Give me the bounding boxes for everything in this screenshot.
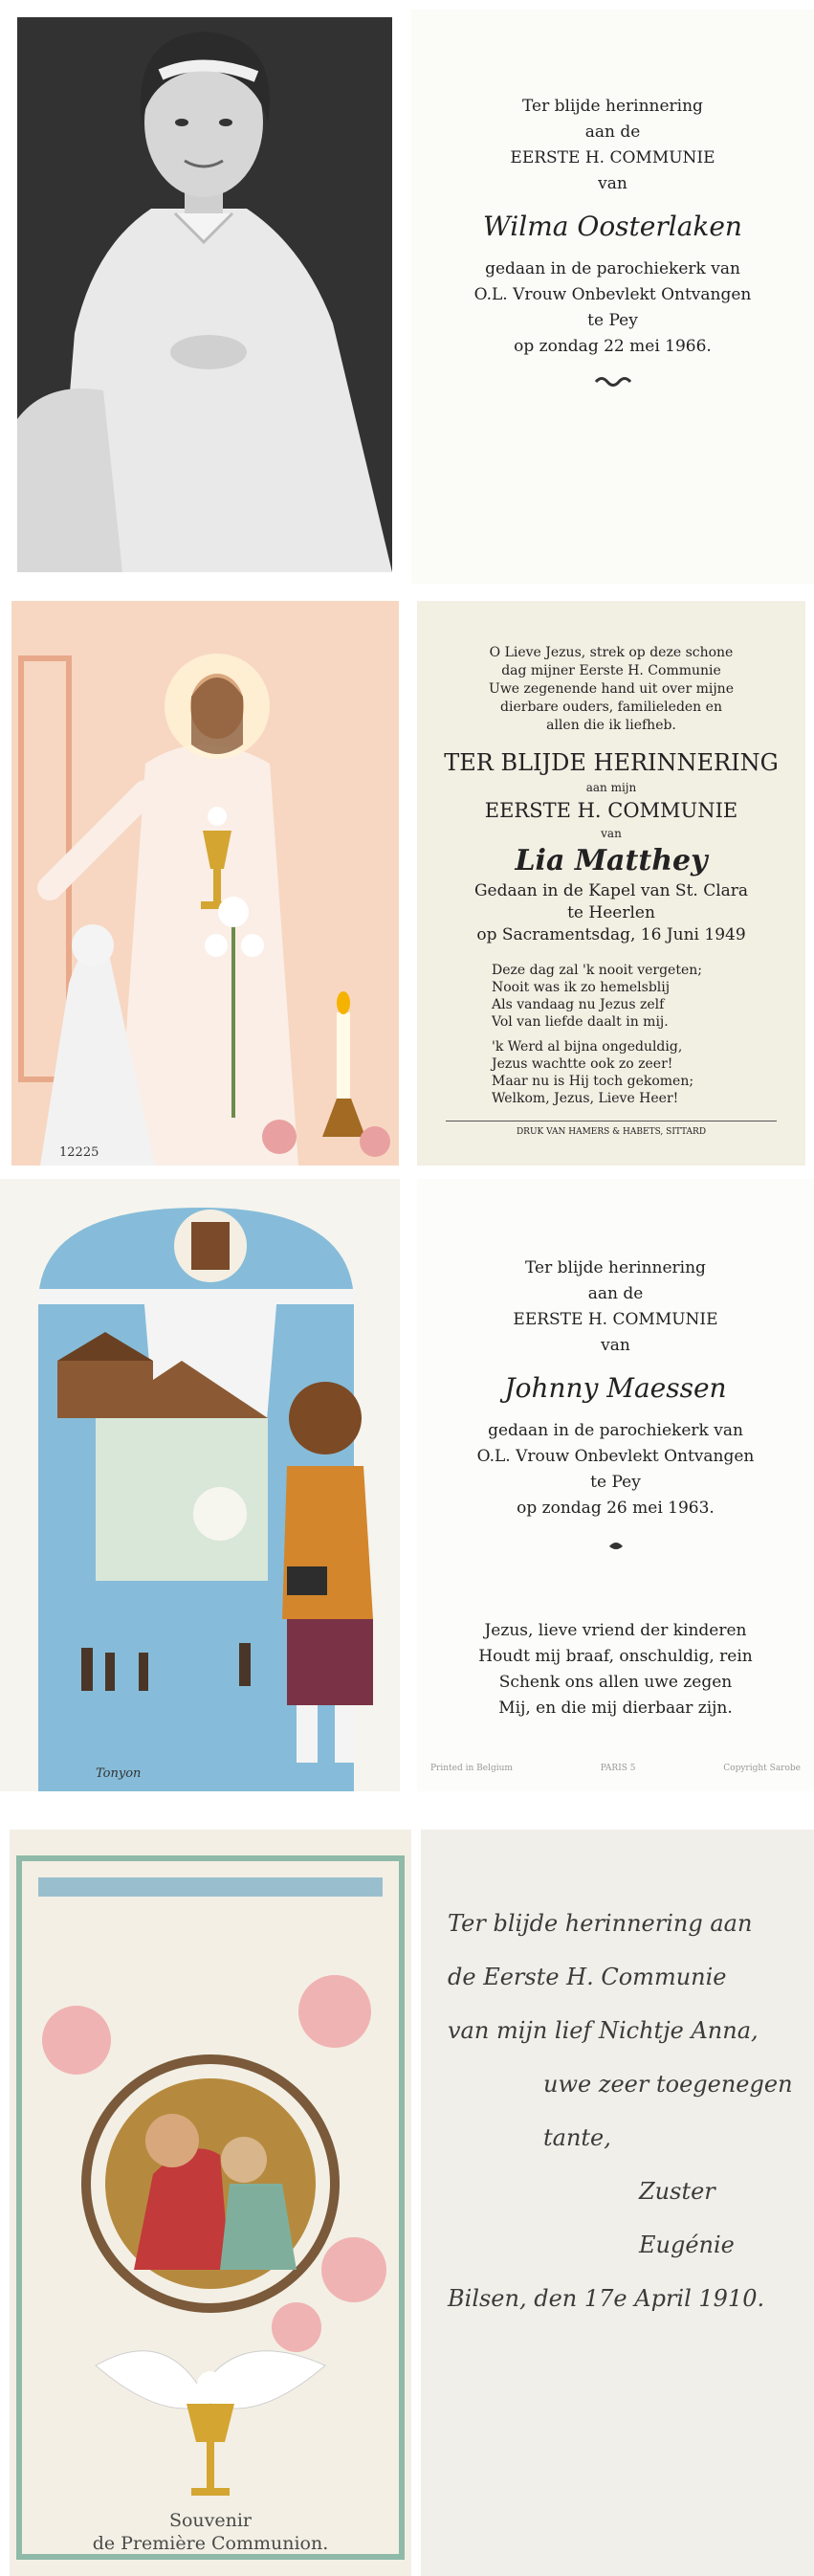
card2-heading: TER BLIJDE HERINNERING bbox=[444, 749, 779, 776]
card2-aan: aan mijn bbox=[585, 781, 637, 794]
flourish-icon bbox=[594, 375, 632, 389]
communion-card-lia bbox=[417, 601, 805, 1166]
card3-poem-2: Schenk ons allen uwe zegen bbox=[498, 1673, 733, 1692]
poem1-line-3: Vol van liefde daalt in mij. bbox=[492, 1014, 669, 1030]
card3-poem-0: Jezus, lieve vriend der kinderen bbox=[484, 1621, 747, 1640]
handwritten-card bbox=[421, 1830, 814, 2576]
card1-line-3: van bbox=[598, 174, 627, 193]
card1-line-0: Ter blijde herinnering bbox=[522, 97, 703, 116]
card2-place-0: Gedaan in de Kapel van St. Clara bbox=[473, 881, 749, 900]
card2-name: Lia Matthey bbox=[515, 844, 708, 877]
souvenir-caption bbox=[10, 2509, 411, 2555]
souvenir-communion-card bbox=[10, 1830, 411, 2576]
poem1-line-2: Als vandaag nu Jezus zelf bbox=[492, 997, 665, 1012]
hand-line-0: Ter blijde herinnering aan bbox=[448, 1910, 753, 1937]
souvenir-illustration bbox=[10, 1830, 411, 2576]
card3-footer bbox=[430, 1756, 801, 1782]
poem2-line-3: Welkom, Jezus, Lieve Heer! bbox=[492, 1091, 679, 1106]
prayer-line-2: Uwe zegenende hand uit over mijne bbox=[489, 681, 734, 697]
jesus-communion-holy-card bbox=[11, 601, 399, 1166]
card3-place-2: te Pey bbox=[590, 1473, 641, 1492]
jesus-communion-illustration bbox=[11, 601, 399, 1166]
card3-place-1: O.L. Vrouw Onbevlekt Ontvangen bbox=[476, 1447, 755, 1466]
card1-place-2: te Pey bbox=[587, 311, 638, 330]
card3-line-1: aan de bbox=[587, 1284, 644, 1303]
hand-line-1: de Eerste H. Communie bbox=[448, 1964, 727, 1990]
prayer-line-1: dag mijner Eerste H. Communie bbox=[501, 663, 721, 678]
card3-place-0: gedaan in de parochiekerk van bbox=[488, 1421, 743, 1440]
souvenir-line-1: de Première Communion. bbox=[92, 2533, 329, 2554]
footer-right: Copyright Sarobe bbox=[723, 1764, 801, 1773]
poem1-line-1: Nooit was ik zo hemelsblij bbox=[492, 980, 671, 995]
hand-line-2: van mijn lief Nichtje Anna, bbox=[448, 2017, 759, 2044]
poem1-line-0: Deze dag zal 'k nooit vergeten; bbox=[492, 963, 702, 978]
card3-line-0: Ter blijde herinnering bbox=[525, 1258, 706, 1277]
card2-communion: EERSTE H. COMMUNIE bbox=[484, 799, 738, 822]
picture-number: 12225 bbox=[59, 1145, 99, 1160]
prayer-line-0: O Lieve Jezus, strek op deze schone bbox=[489, 645, 734, 660]
card3-name: Johnny Maessen bbox=[504, 1372, 727, 1404]
poem2-line-0: 'k Werd al bijna ongeduldig, bbox=[492, 1039, 683, 1055]
hand-line-3: uwe zeer toegenegen tante, bbox=[543, 2071, 793, 2151]
card1-place-1: O.L. Vrouw Onbevlekt Ontvangen bbox=[473, 285, 752, 304]
footer-mid: PARIS 5 bbox=[600, 1764, 636, 1773]
communion-photo-girl bbox=[17, 17, 392, 572]
card2-place-1: te Heerlen bbox=[567, 903, 655, 922]
poem2-line-2: Maar nu is Hij toch gekomen; bbox=[492, 1074, 694, 1089]
prayer-line-4: allen die ik liefheb. bbox=[546, 718, 676, 733]
card1-line-1: aan de bbox=[584, 122, 641, 142]
card2-place-2: op Sacramentsdag, 16 Juni 1949 bbox=[476, 925, 746, 944]
girl-photo-illustration bbox=[17, 17, 392, 572]
ornament-icon bbox=[606, 1539, 626, 1552]
card3-poem-1: Houdt mij braaf, onschuldig, rein bbox=[478, 1647, 753, 1666]
card1-line-2: EERSTE H. COMMUNIE bbox=[510, 148, 715, 167]
printer-label: DRUK VAN HAMERS & HABETS, SITTARD bbox=[516, 1127, 707, 1137]
hand-line-5: Bilsen, den 17e April 1910. bbox=[448, 2285, 765, 2312]
poem2-line-1: Jezus wachtte ook zo zeer! bbox=[492, 1056, 673, 1072]
card3-place-3: op zondag 26 mei 1963. bbox=[517, 1499, 715, 1518]
card3-poem-3: Mij, en die mij dierbaar zijn. bbox=[498, 1699, 733, 1718]
card2-van: van bbox=[601, 827, 622, 840]
boy-communion-holy-card bbox=[0, 1179, 400, 1791]
communion-card-johnny bbox=[417, 1179, 814, 1791]
card3-line-2: EERSTE H. COMMUNIE bbox=[513, 1310, 718, 1329]
card1-place-3: op zondag 22 mei 1966. bbox=[514, 337, 712, 356]
card3-line-3: van bbox=[601, 1336, 630, 1355]
boy-communion-illustration bbox=[0, 1179, 400, 1791]
card1-name: Wilma Oosterlaken bbox=[483, 211, 742, 242]
prayer-line-3: dierbare ouders, familieleden en bbox=[500, 700, 722, 715]
communion-card-wilma bbox=[411, 10, 814, 584]
hand-line-4: Zuster Eugénie bbox=[639, 2178, 735, 2258]
artist-signature: Tonyon bbox=[96, 1766, 142, 1781]
card1-place-0: gedaan in de parochiekerk van bbox=[485, 259, 740, 278]
printer-footer bbox=[446, 1121, 777, 1137]
footer-left: Printed in Belgium bbox=[430, 1764, 513, 1773]
souvenir-line-0: Souvenir bbox=[168, 2510, 253, 2531]
